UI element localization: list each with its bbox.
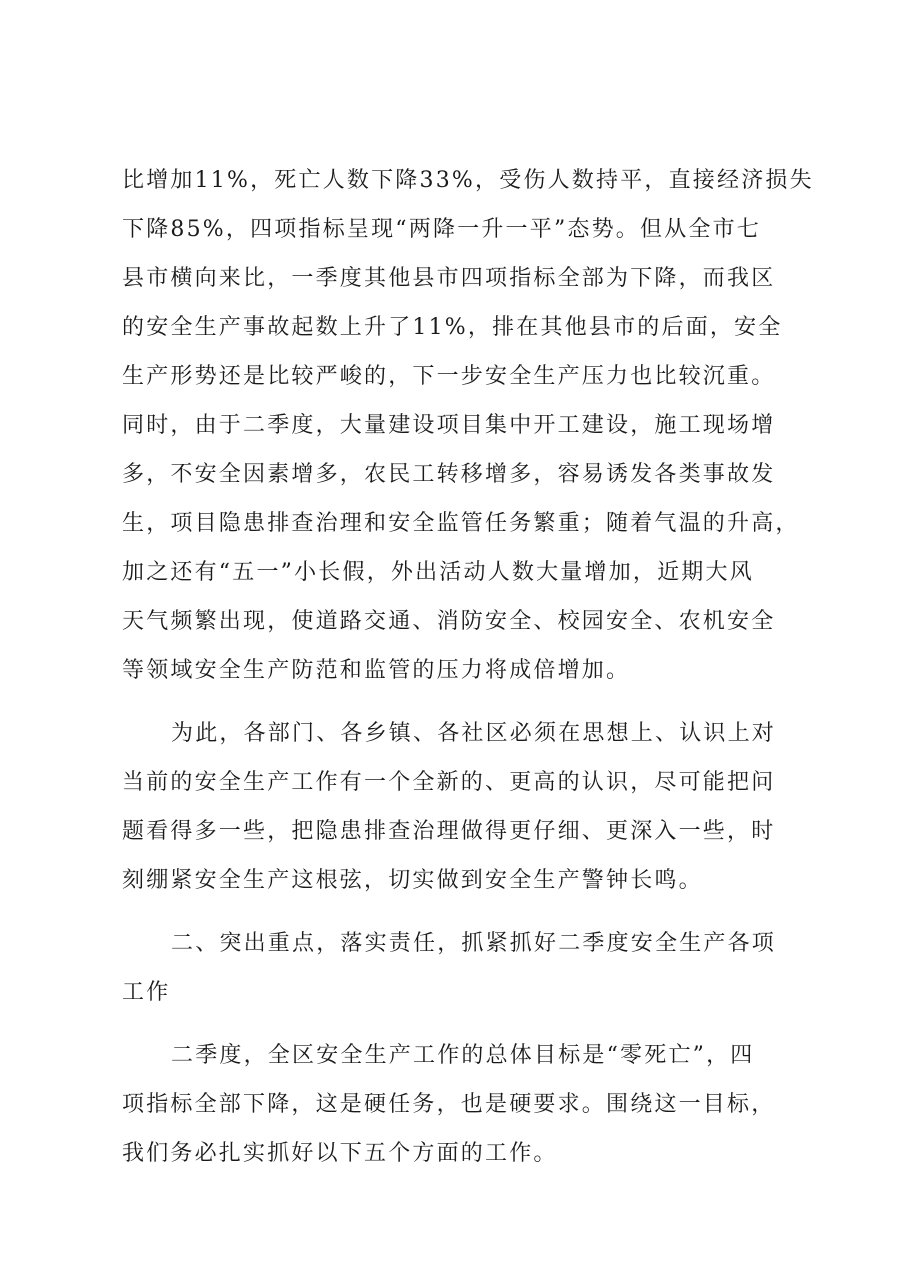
paragraph-line: 刻绷紧安全生产这根弦，切实做到安全生产警钟长鸣。 (122, 868, 703, 893)
paragraph-line: 的安全生产事故起数上升了11%，排在其他县市的后面，安全 (122, 315, 783, 340)
paragraph-line: 二季度，全区安全生产工作的总体目标是“零死亡”，四 (171, 1043, 755, 1068)
paragraph-line: 下降85%，四项指标呈现“两降一升一平”态势。但从全市七 (122, 217, 761, 242)
paragraph-line: 当前的安全生产工作有一个全新的、更高的认识，尽可能把问 (122, 770, 776, 795)
paragraph-line: 生产形势还是比较严峻的，下一步安全生产压力也比较沉重。 (122, 364, 776, 389)
paragraph-line: 天气频繁出现，使道路交通、消防安全、校园安全、农机安全 (122, 609, 776, 634)
paragraph-line: 为此，各部门、各乡镇、各社区必须在思想上、认识上对 (171, 721, 777, 746)
document-body (122, 156, 814, 1178)
section-heading-line: 二、突出重点，落实责任，抓紧抓好二季度安全生产各项 (171, 931, 777, 956)
paragraph-line: 我们务必扎实抓好以下五个方面的工作。 (122, 1141, 558, 1166)
paragraph-line: 生，项目隐患排查治理和安全监管任务繁重；随着气温的升高， (122, 511, 800, 536)
paragraph-line: 比增加11%，死亡人数下降33%，受伤人数持平，直接经济损失 (122, 168, 814, 193)
section-heading-line: 工作 (122, 980, 171, 1005)
paragraph-line: 加之还有“五一”小长假，外出活动人数大量增加，近期大风 (122, 560, 754, 585)
paragraph-line: 等领域安全生产防范和监管的压力将成倍增加。 (122, 658, 631, 683)
paragraph-line: 县市横向来比，一季度其他县市四项指标全部为下降，而我区 (122, 266, 776, 291)
paragraph-line: 题看得多一些，把隐患排查治理做得更仔细、更深入一些，时 (122, 819, 776, 844)
paragraph-line: 项指标全部下降，这是硬任务，也是硬要求。围绕这一目标， (122, 1092, 776, 1117)
paragraph-line: 多，不安全因素增多，农民工转移增多，容易诱发各类事故发 (122, 462, 776, 487)
paragraph-line: 同时，由于二季度，大量建设项目集中开工建设，施工现场增 (122, 413, 776, 438)
